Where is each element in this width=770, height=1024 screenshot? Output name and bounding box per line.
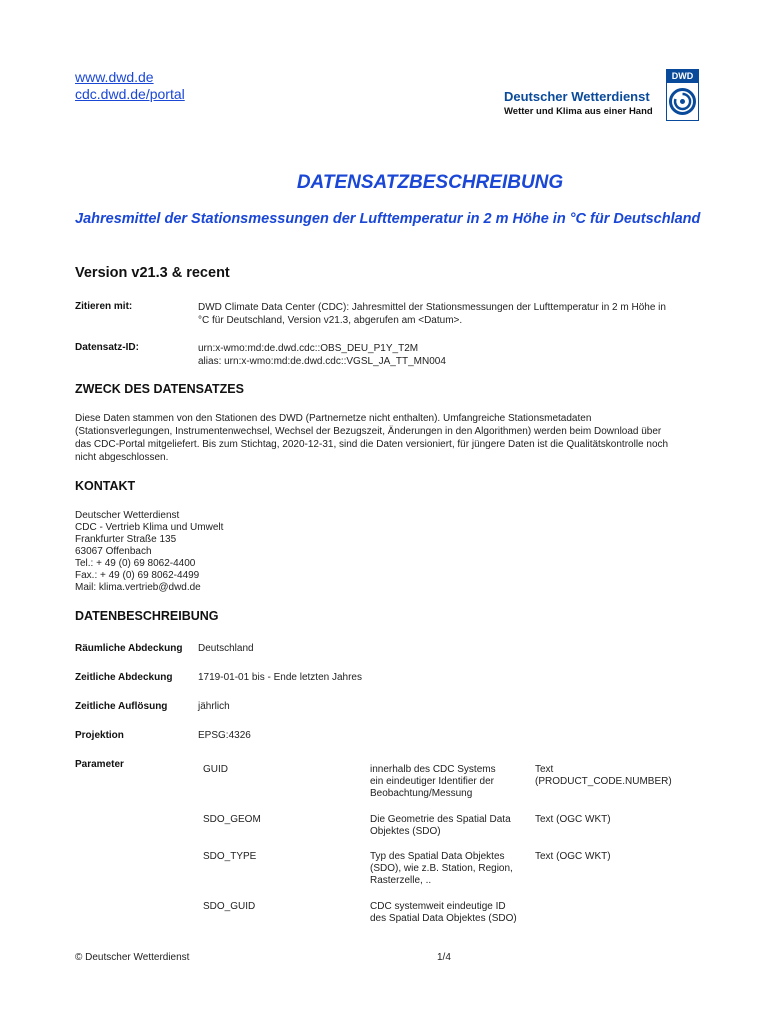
zweck-line: nicht abgeschlossen.: [75, 452, 169, 463]
zweck-line: (Stationsverlegungen, Instrumentenwechsel, Wechsel der Bezugszeit, Änderungen in den Algorithmen) werden beim Download über: [75, 426, 662, 437]
param-desc-line: (SDO), wie z.B. Station, Region,: [370, 863, 513, 874]
kontakt-heading: KONTAKT: [75, 479, 136, 493]
version-heading: Version v21.3 & recent: [75, 265, 230, 281]
logo-box-label: DWD: [667, 70, 698, 83]
param-desc-line: CDC systemweit eindeutige ID: [370, 901, 506, 912]
contact-line: Deutscher Wetterdienst: [75, 510, 180, 521]
portal-link[interactable]: cdc.dwd.de/portal: [75, 86, 185, 102]
swirl-icon: [669, 85, 696, 118]
param-desc: [370, 901, 530, 925]
row-label: Räumliche Abdeckung: [75, 643, 183, 654]
param-desc-line: ein eindeutiger Identifier der: [370, 776, 494, 787]
param-type: [535, 814, 705, 826]
zweck-paragraph: [75, 412, 695, 464]
header-links: [75, 69, 185, 103]
dataset-id-text: [198, 342, 708, 368]
contact-line: Fax.: + 49 (0) 69 8062-4499: [75, 570, 200, 581]
row-label: Zeitliche Abdeckung: [75, 672, 173, 683]
param-desc-line: innerhalb des CDC Systems: [370, 764, 496, 775]
cite-line: DWD Climate Data Center (CDC): Jahresmittel der Stationsmessungen der Lufttemperatur in 2 m Höhe in: [198, 302, 666, 313]
dwd-logo-box: [666, 69, 699, 121]
row-label: Zeitliche Auflösung: [75, 701, 168, 712]
footer-copyright: © Deutscher Wetterdienst: [75, 952, 190, 963]
logo-name: Deutscher Wetterdienst: [504, 89, 650, 104]
daten-heading: DATENBESCHREIBUNG: [75, 609, 219, 623]
zweck-line: das CDC-Portal mitgeliefert. Bis zum Stichtag, 2020-12-31, sind die Daten versioniert, für jüngere Daten ist die Qualitätskontrolle noch: [75, 439, 669, 450]
document-title: DATENSATZBESCHREIBUNG: [296, 172, 564, 193]
row-value: EPSG:4326: [198, 730, 251, 741]
param-type: [535, 764, 705, 788]
zweck-heading: ZWECK DES DATENSATZES: [75, 382, 244, 396]
cite-label: Zitieren mit:: [75, 301, 133, 312]
param-desc: [370, 764, 530, 800]
dataset-id-line: urn:x-wmo:md:de.dwd.cdc::OBS_DEU_P1Y_T2M: [198, 343, 419, 354]
contact-line: 63067 Offenbach: [75, 546, 152, 557]
param-desc-line: Objektes (SDO): [370, 826, 441, 837]
param-desc-line: Typ des Spatial Data Objektes: [370, 851, 505, 862]
param-name: SDO_GUID: [203, 901, 256, 912]
param-desc: [370, 814, 530, 838]
param-desc-line: Beobachtung/Messung: [370, 788, 473, 799]
param-type-line: Text (OGC WKT): [535, 814, 611, 825]
row-value: 1719-01-01 bis - Ende letzten Jahres: [198, 672, 362, 683]
cite-line: °C für Deutschland, Version v21.3, abgerufen am <Datum>.: [198, 315, 463, 326]
page-number: 1/4: [437, 952, 451, 963]
param-name: SDO_TYPE: [203, 851, 257, 862]
contact-line: Tel.: + 49 (0) 69 8062-4400: [75, 558, 196, 569]
contact-line: Frankfurter Straße 135: [75, 534, 177, 545]
contact-email[interactable]: Mail: klima.vertrieb@dwd.de: [75, 582, 201, 593]
logo-claim: Wetter und Klima aus einer Hand: [504, 106, 653, 117]
row-value: jährlich: [198, 701, 230, 712]
row-value: Deutschland: [198, 643, 254, 654]
dataset-id-line: alias: urn:x-wmo:md:de.dwd.cdc::VGSL_JA_TT_MN004: [198, 356, 446, 367]
param-type: [535, 851, 705, 863]
param-type-line: Text: [535, 764, 554, 775]
param-name: SDO_GEOM: [203, 814, 261, 825]
param-desc-line: Rasterzelle, ..: [370, 875, 432, 886]
param-name: GUID: [203, 764, 228, 775]
param-desc: [370, 851, 530, 887]
param-desc-line: Die Geometrie des Spatial Data: [370, 814, 511, 825]
contact-line: CDC - Vertrieb Klima und Umwelt: [75, 522, 224, 533]
param-desc-line: des Spatial Data Objektes (SDO): [370, 913, 517, 924]
dataset-id-label: Datensatz-ID:: [75, 342, 139, 353]
cite-text: [198, 301, 708, 327]
param-type-line: Text (OGC WKT): [535, 851, 611, 862]
document-subtitle: Jahresmittel der Stationsmessungen der Lufttemperatur in 2 m Höhe in °C für Deutschland: [75, 211, 701, 227]
zweck-line: Diese Daten stammen von den Stationen des DWD (Partnernetze nicht enthalten). Umfangreiche Stationsmetadaten: [75, 413, 592, 424]
kontakt-block: [75, 510, 223, 594]
parameter-label: Parameter: [75, 759, 124, 770]
row-label: Projektion: [75, 730, 124, 741]
www-link[interactable]: www.dwd.de: [75, 69, 154, 85]
param-type-line: (PRODUCT_CODE.NUMBER): [535, 776, 672, 787]
